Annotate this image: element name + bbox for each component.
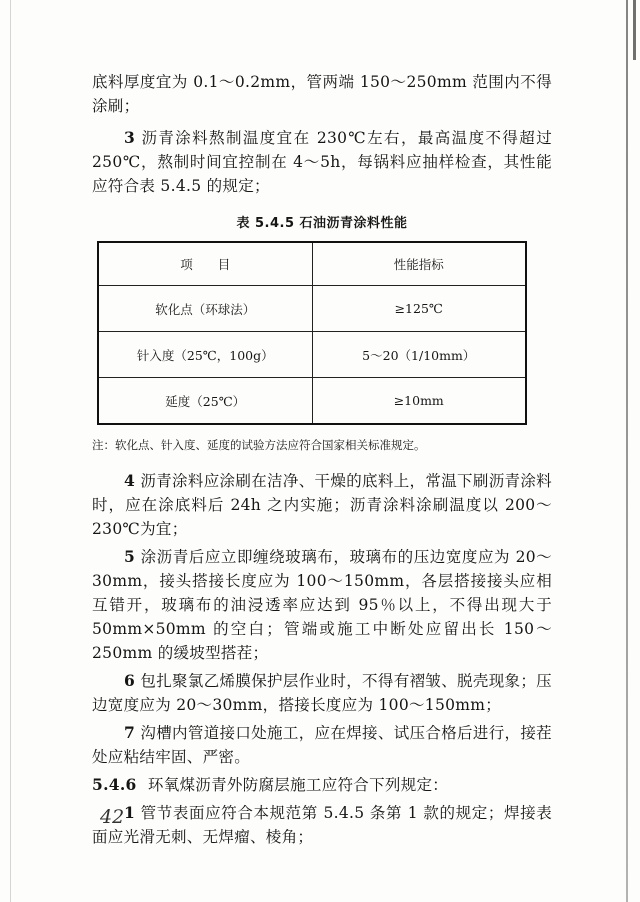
table-row xyxy=(98,332,526,378)
table-cell: ≥125℃ xyxy=(312,286,526,332)
item-number: 7 xyxy=(124,723,136,742)
table-row xyxy=(98,286,526,332)
clause-5-4-6 xyxy=(92,773,552,797)
document-page xyxy=(92,70,552,849)
item-number: 5 xyxy=(124,547,136,566)
clause-number: 5.4.6 xyxy=(92,775,137,794)
item-text: 沥青涂料应涂刷在洁净、干燥的底料上，常温下刷沥青涂料时，应在涂底料后 24h 之内实施；沥青涂料涂刷温度以 200～230℃为宜； xyxy=(92,472,552,538)
table-cell: 延度（25℃） xyxy=(98,378,312,425)
table-cell: 针入度（25℃，100g） xyxy=(98,332,312,378)
scan-edge-left xyxy=(10,0,11,902)
column-header-item: 项 目 xyxy=(98,242,312,286)
item-text: 沥青涂料熬制温度宜在 230℃左右，最高温度不得超过 250℃，熬制时间宜控制在 4～5h，每锅料应抽样检查，其性能应符合表 5.4.5 的规定； xyxy=(92,129,553,195)
item-4 xyxy=(92,469,552,541)
column-header-spec: 性能指标 xyxy=(312,242,526,286)
table-header-row xyxy=(98,242,526,286)
table-title: 表 5.4.5 石油沥青涂料性能 xyxy=(236,216,408,231)
item-7 xyxy=(92,721,552,769)
scan-edge-right xyxy=(626,0,628,902)
scan-edge-mark xyxy=(633,0,636,60)
item-text: 沟槽内管道接口处施工，应在焊接、试压合格后进行，接茬处应粘结牢固、严密。 xyxy=(92,724,552,766)
item-6 xyxy=(92,669,552,717)
item-text: 管节表面应符合本规范第 5.4.5 条第 1 款的规定；焊接表面应光滑无刺、无焊瘤、棱角； xyxy=(92,804,552,846)
table-cell: ≥10mm xyxy=(312,378,526,425)
clause-text: 环氧煤沥青外防腐层施工应符合下列规定： xyxy=(147,776,449,794)
page-number: 42 xyxy=(100,806,125,828)
item-number: 3 xyxy=(124,128,136,147)
asphalt-coating-table xyxy=(97,241,527,425)
item-number: 4 xyxy=(124,471,136,490)
table-cell: 软化点（环球法） xyxy=(98,286,312,332)
table-row xyxy=(98,378,526,425)
item-text: 涂沥青后应立即缠绕玻璃布，玻璃布的压边宽度应为 20～30mm，接头搭接长度应为 100～150mm，各层搭接接头应相互错开，玻璃布的油浸透率应达到 95％以上，不得出现大于 50mm×50mm 的空白；管端或施工中断处应留出长 150～250mm 的缓坡型搭茬； xyxy=(92,548,552,662)
item-3 xyxy=(92,126,552,198)
item-1 xyxy=(92,801,552,849)
table-cell: 5～20（1/10mm） xyxy=(312,332,526,378)
table-note: 注：软化点、针入度、延度的试验方法应符合国家相关标准规定。 xyxy=(92,438,426,452)
item-number: 1 xyxy=(124,803,136,822)
paragraph-continuation: 底料厚度宜为 0.1～0.2mm，管两端 150～250mm 范围内不得涂刷； xyxy=(92,73,552,115)
item-number: 6 xyxy=(124,671,136,690)
item-5 xyxy=(92,545,552,665)
item-text: 包扎聚氯乙烯膜保护层作业时，不得有褶皱、脱壳现象；压边宽度应为 20～30mm，搭接长度应为 100～150mm； xyxy=(92,672,552,714)
